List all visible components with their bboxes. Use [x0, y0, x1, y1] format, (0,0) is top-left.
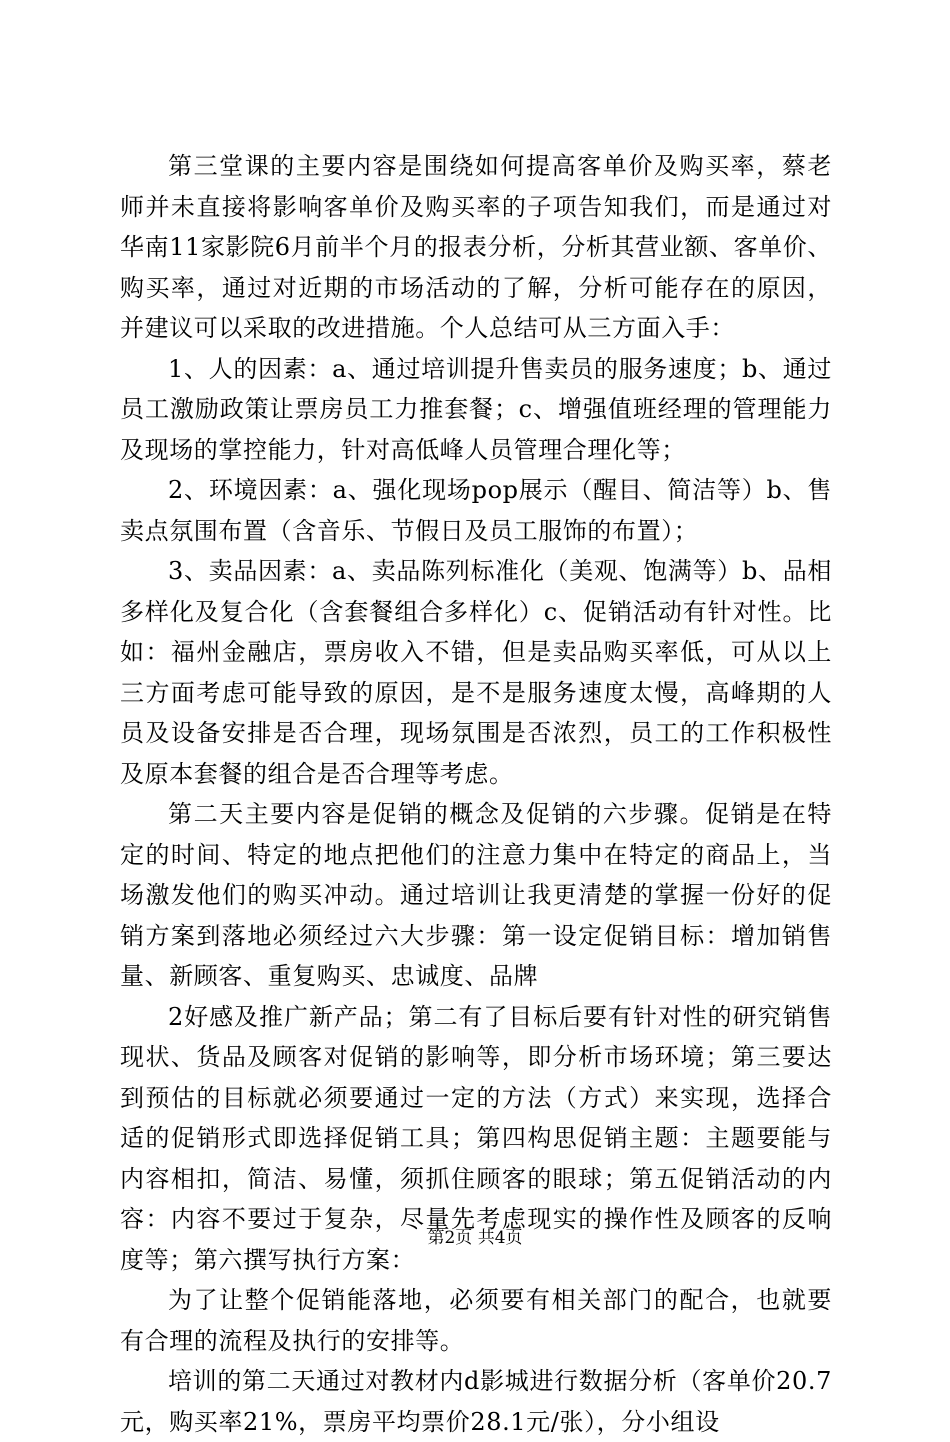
- paragraph-3: 2、环境因素：a、强化现场pop展示（醒目、简洁等）b、售卖点氛围布置（含音乐、节假日及员工服饰的布置）；: [120, 476, 832, 545]
- paragraph-1: 第三堂课的主要内容是围绕如何提高客单价及购买率，蔡老师并未直接将影响客单价及购买率的子项告知我们，而是通过对华南11家影院6月前半个月的报表分析，分析其营业额、客单价、购买率，通过对近期的市场活动的了解，分析可能存在的原因，并建议可以采取的改进措施。个人总结可从三方面入手：: [120, 152, 832, 342]
- page-footer: 第2页 共4页: [427, 1228, 523, 1248]
- paragraph-6: 2好感及推广新产品；第二有了目标后要有针对性的研究销售现状、货品及顾客对促销的影响等，即分析市场环境；第三要达到预估的目标就必须要通过一定的方法（方式）来实现，选择合适的促销形式即选择促销工具；第四构思促销主题：主题要能与内容相扣，简洁、易懂，须抓住顾客的眼球；第五促销活动的内容：内容不要过于复杂，尽量先考虑现实的操作性及顾客的反响度等；第六撰写执行方案：: [120, 1002, 832, 1274]
- paragraph-8: 培训的第二天通过对教材内d影城进行数据分析（客单价20.7元，购买率21%，票房平均票价28.1元/张），分小组设: [120, 1367, 832, 1436]
- paragraph-4: 3、卖品因素：a、卖品陈列标准化（美观、饱满等）b、品相多样化及复合化（含套餐组合多样化）c、促销活动有针对性。比如：福州金融店，票房收入不错，但是卖品购买率低，可从以上三方面考虑可能导致的原因，是不是服务速度太慢，高峰期的人员及设备安排是否合理，现场氛围是否浓烈，员工的工作积极性及原本套餐的组合是否合理等考虑。: [120, 557, 832, 788]
- paragraph-2: 1、人的因素：a、通过培训提升售卖员的服务速度；b、通过员工激励政策让票房员工力推套餐；c、增强值班经理的管理能力及现场的掌控能力，针对高低峰人员管理合理化等；: [120, 354, 832, 464]
- paragraph-5: 第二天主要内容是促销的概念及促销的六步骤。促销是在特定的时间、特定的地点把他们的注意力集中在特定的商品上，当场激发他们的购买冲动。通过培训让我更清楚的掌握一份好的促销方案到落地必须经过六大步骤：第一设定促销目标：增加销售量、新顾客、重复购买、忠诚度、品牌: [120, 800, 832, 990]
- paragraph-7: 为了让整个促销能落地，必须要有相关部门的配合，也就要有合理的流程及执行的安排等。: [120, 1286, 832, 1355]
